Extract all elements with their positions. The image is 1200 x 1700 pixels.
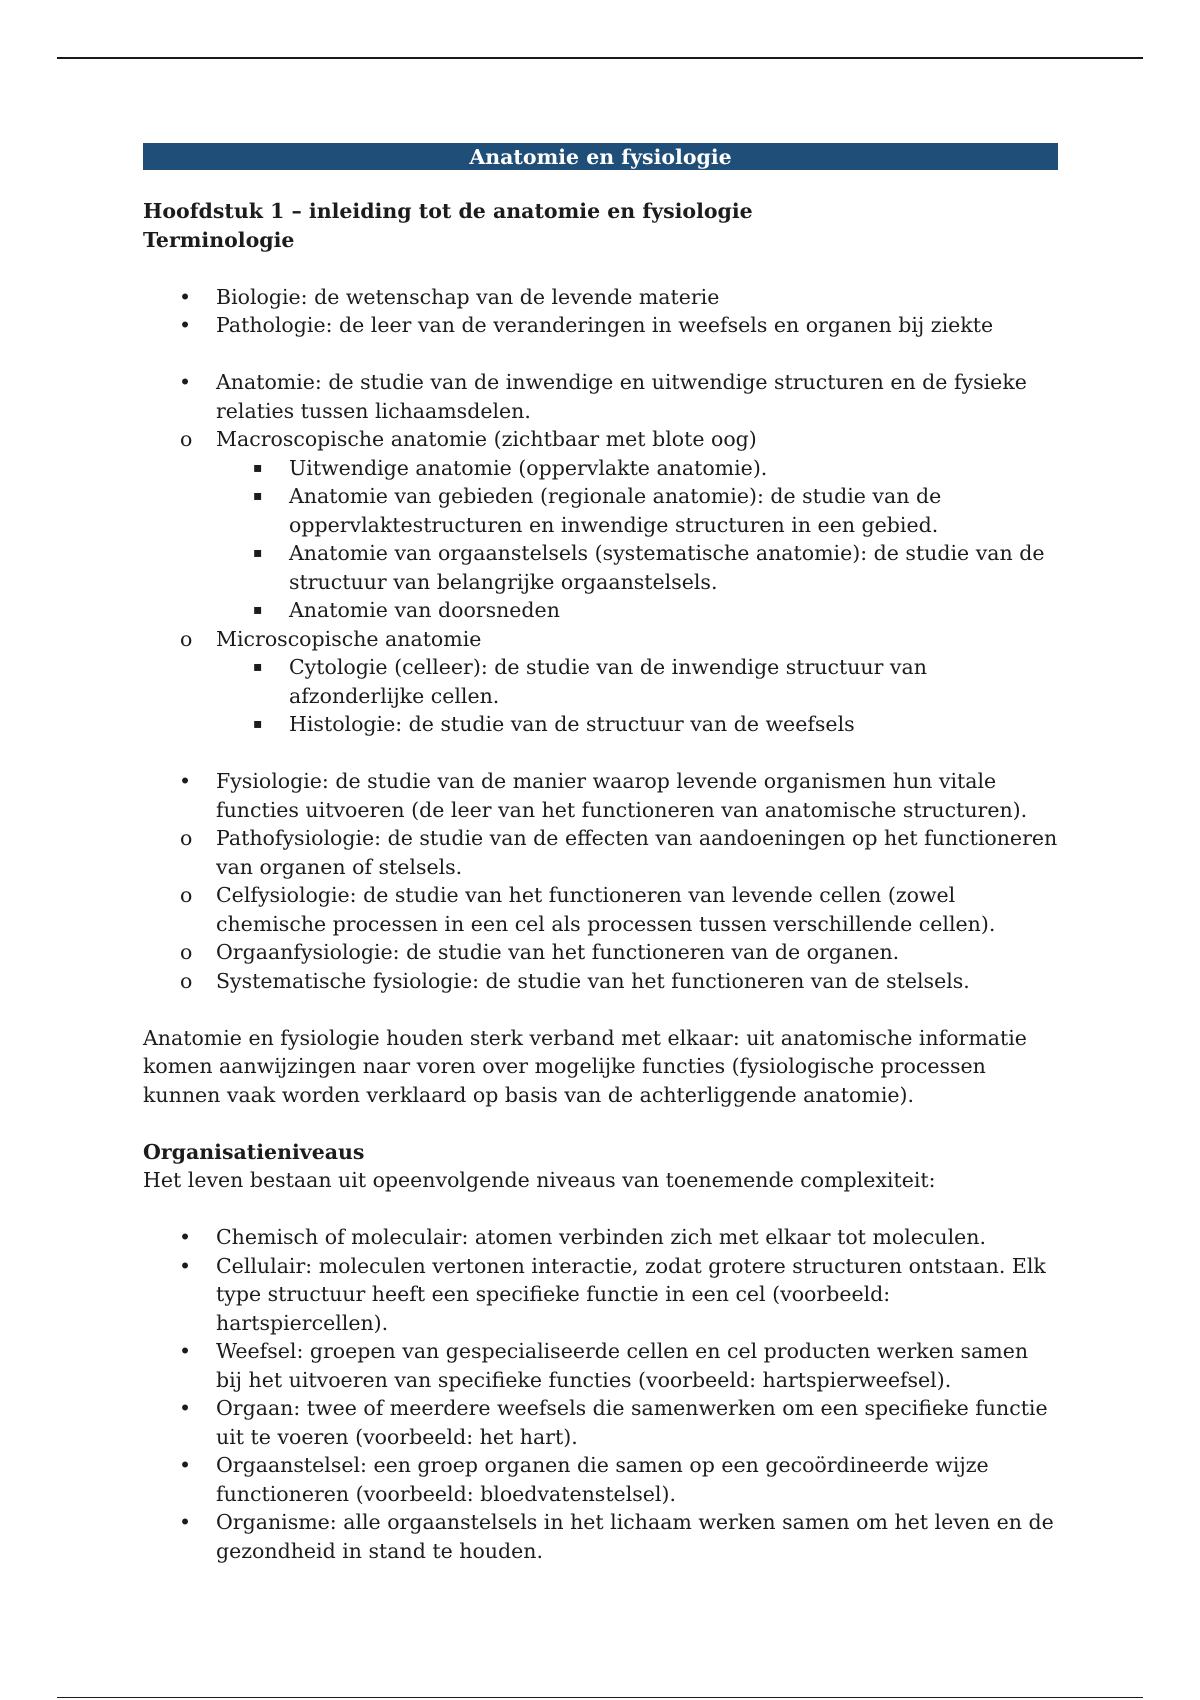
relation-paragraph: Anatomie en fysiologie houden sterk verband met elkaar: uit anatomische informatie komen aanwijzingen naar voren over mogelijke functies (fysiologische processen kunnen vaak worden verklaard op basis van de achterliggende anatomie). <box>143 1025 1027 1107</box>
list-item: ▪ Cytologie (celleer): de studie van de inwendige structuur van afzonderlijke cellen. <box>216 653 1058 710</box>
section-heading-levels: Organisatieniveaus <box>143 1139 365 1164</box>
list-item-micro <box>144 625 1058 739</box>
title-banner: Anatomie en fysiologie <box>143 143 1058 170</box>
levels-intro: Het leven bestaan uit opeenvolgende niveaus van toenemende complexiteit: <box>143 1168 936 1192</box>
section-heading-terminology: Terminologie <box>143 227 295 252</box>
levels-list <box>143 1223 1058 1565</box>
list-item: ▪ Uitwendige anatomie (oppervlakte anatomie). <box>216 454 1058 483</box>
list-item: • Weefsel: groepen van gespecialiseerde cellen en cel producten werken samen bij het uitvoeren van specifieke functies (voorbeeld: hartspierweefsel). <box>143 1337 1058 1394</box>
list-item: • Biologie: de wetenschap van de levende materie <box>143 283 1058 312</box>
list-item: • Cellulair: moleculen vertonen interactie, zodat grotere structuren ontstaan. Elk type structuur heeft een specifieke functie in een cel (voorbeeld: hartspiercellen). <box>143 1252 1058 1338</box>
footer-rule <box>57 1697 1143 1698</box>
macro-anatomy-label: Macroscopische anatomie (zichtbaar met blote oog) <box>216 427 757 451</box>
anatomy-definition: Anatomie: de studie van de inwendige en uitwendige structuren en de fysieke relaties tussen lichaamsdelen. <box>216 370 1027 423</box>
anatomy-list <box>143 368 1058 739</box>
anatomy-sublist <box>216 425 1058 739</box>
list-item: ▪ Anatomie van orgaanstelsels (systematische anatomie): de studie van de structuur van belangrijke orgaanstelsels. <box>216 539 1058 596</box>
list-item: ▪ Anatomie van gebieden (regionale anatomie): de studie van de oppervlaktestructuren en inwendige structuren in een gebied. <box>216 482 1058 539</box>
chapter-heading: Hoofdstuk 1 – inleiding tot de anatomie en fysiologie <box>143 199 753 223</box>
micro-anatomy-label: Microscopische anatomie <box>216 626 482 651</box>
list-item-physiology <box>143 767 1058 995</box>
list-item: ▪ Anatomie van doorsneden <box>216 596 1058 625</box>
list-item: • Chemisch of moleculair: atomen verbinden zich met elkaar tot moleculen. <box>143 1223 1058 1252</box>
list-item-anatomy <box>143 368 1058 739</box>
list-item: • Organisme: alle orgaanstelsels in het lichaam werken samen om het leven en de gezondheid in stand te houden. <box>143 1508 1058 1565</box>
list-item: • Orgaanstelsel: een groep organen die samen op een gecoördineerde wijze functioneren (voorbeeld: bloedvatenstelsel). <box>143 1451 1058 1508</box>
physiology-sublist <box>216 824 1058 995</box>
micro-anatomy-sublist <box>216 653 1058 739</box>
list-item: • Orgaan: twee of meerdere weefsels die samenwerken om een specifieke functie uit te voeren (voorbeeld: het hart). <box>143 1394 1058 1451</box>
list-item: ▪ Histologie: de studie van de structuur van de weefsels <box>216 710 1058 739</box>
list-item: o Orgaanfysiologie: de studie van het functioneren van de organen. <box>144 938 1058 967</box>
list-item: o Pathofysiologie: de studie van de effecten van aandoeningen op het functioneren van organen of stelsels. <box>144 824 1058 881</box>
list-item: o Systematische fysiologie: de studie van het functioneren van de stelsels. <box>144 967 1058 996</box>
list-item-macro <box>144 425 1058 625</box>
physiology-list <box>143 767 1058 995</box>
macro-anatomy-sublist <box>216 454 1058 625</box>
list-item: • Pathologie: de leer van de veranderingen in weefsels en organen bij ziekte <box>143 311 1058 340</box>
list-item: o Celfysiologie: de studie van het functioneren van levende cellen (zowel chemische processen in een cel als processen tussen verschillende cellen). <box>144 881 1058 938</box>
terms-list <box>143 283 1058 340</box>
document-body <box>143 143 1058 1565</box>
physiology-definition: Fysiologie: de studie van de manier waarop levende organismen hun vitale functies uitvoeren (de leer van het functioneren van anatomische structuren). <box>216 769 1028 822</box>
header-rule <box>57 57 1143 59</box>
